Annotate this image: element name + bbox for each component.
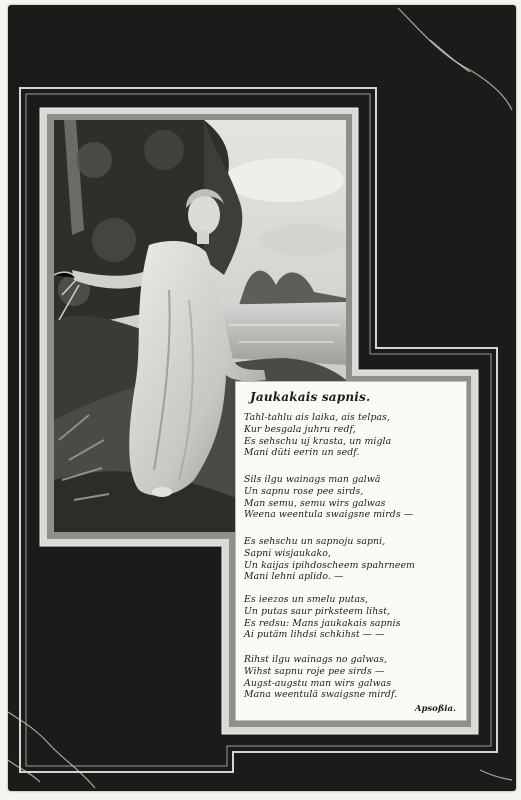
stanza-3 — [244, 536, 458, 583]
poem-line: Sils ilgu wainags man galwä — [244, 474, 381, 485]
poem-line: Ai putäm lihdsi schkihst — — — [244, 629, 385, 641]
poem-title: Jaukakais sapnis. — [250, 390, 371, 404]
poem-line: Augst-augstu man wirs galwas — [244, 677, 392, 689]
poem-line: Es sehschu uj krasta, un migla — [244, 435, 392, 447]
poem-signature: Apsoßia. — [414, 704, 456, 714]
poem-panel — [235, 381, 467, 721]
poem-line: Mana weentulä swaigsne mirdf. — [244, 689, 398, 701]
poem-line: Tahl-tahlu ais laika, ais telpas, — [244, 412, 391, 423]
poem-line: Es sehschu un sapnoju sapni, — [244, 536, 386, 547]
poem-line: Sapni wisjaukako, — [244, 547, 331, 559]
poem-line: Un sapnu rose pee sirds, — [244, 485, 364, 497]
stanza-4 — [244, 594, 458, 641]
poem-line: Weena weentula swaigsne mirds — — [244, 509, 414, 521]
poem-line: Rihst ilgu wainags no galwas, — [244, 654, 388, 665]
poem-line: Es ieezos un smelu putas, — [244, 594, 369, 605]
poem-line: Mani lehni aplido. — — [244, 571, 344, 583]
poem-line: Es redsu: Mans jaukakais sapnis — [244, 617, 401, 629]
poem-line: Man semu, semu wirs galwas — [244, 497, 386, 509]
poem-line: Un putas saur pirksteem lihst, — [244, 605, 391, 617]
poem-line: Wihst sapnu roje pee sirds — — [244, 665, 385, 677]
stanza-5 — [244, 654, 458, 701]
poem-line: Mani düti eerin un sedf. — [244, 447, 360, 459]
poem-line: Un kaijas ipihdoscheem spahrneem — [244, 559, 415, 571]
stanza-1 — [244, 412, 458, 459]
poem-line: Kur besgala juhru redf, — [244, 423, 356, 435]
stanza-2 — [244, 474, 458, 521]
